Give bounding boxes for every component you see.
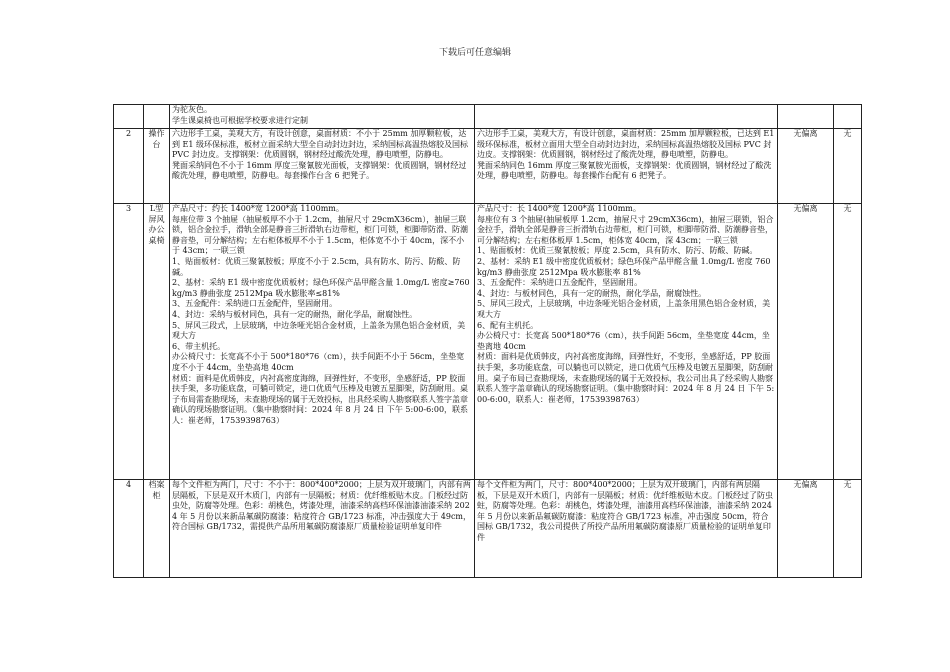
remark-cell <box>834 105 862 129</box>
requirement-line: 为驼灰色。 <box>172 105 212 114</box>
requirement-line: 5、屏风三段式，上层玻璃，中边条哑光铝合金材质，上盖条为黑色铝合金材质，美观大方 <box>172 320 466 341</box>
deviation-cell <box>778 105 834 129</box>
requirement-line: 2、基材：采纳 E1 级中密度优质板材；绿色环保产品甲醛含量 1.0mg/L 密度≥760kg/m3 静曲张度 2512Mpa 吸水膨胀率≤81% <box>172 278 470 298</box>
requirement-line: 办公椅尺寸：长宽高不小于 500*180*76（cm），扶手间距不小于 56cm，坐垫宽度不小于 44cm，坐垫高地 40cm <box>172 352 465 372</box>
response-line: 4、封边：与板材同色，具有一定的耐热，耐化学品，耐腐蚀性。 <box>477 288 707 298</box>
requirement-cell <box>170 204 475 480</box>
requirement-line: 学生课桌椅也可根据学校要求进行定制 <box>172 115 308 125</box>
requirement-cell <box>170 105 475 129</box>
response-line: 每座位有 3 个抽屉(抽屉板厚 1.2cm，抽屉尺寸 29cmX36cm)，抽屉三联锁，铝合金拉手，滑轨全部是静音三折滑轨右边带柜，柜门可锁，柜脚带防滑、防潮静音垫，可分解结构；左右柜体板厚 1.5cm，柜体宽 40cm，深 43cm；一联三锁 <box>477 214 774 245</box>
requirement-line: 每座位带 3 个抽屉（抽屉板厚不小于 1.2cm，抽屉尺寸 29cmX36cm），抽屉三联锁，铝合金拉手，滑轨全部是静音三折滑轨右边带柜，柜门可锁，柜脚带防滑、防潮静音垫，可分解结构；左右柜体板厚不小于 1.5cm，柜体宽不小于 40cm，深不小于 43cm；一联三锁 <box>172 214 468 256</box>
item-name: 档案柜 <box>144 480 170 578</box>
response-line: 凳面采纳同色 16mm 厚度三聚氰胺光面板，支撑钢架：优质圆钢，钢材经过了酸洗处理，静电喷塑，防静电。每套操作台配有 6 把凳子。 <box>477 160 772 181</box>
requirement-cell <box>170 480 475 578</box>
spec-comparison-table <box>113 104 862 578</box>
requirement-line: 六边形手工桌，美观大方，有设计创意，桌面材质：不小于 25mm 加厚颗粒板，达到 E1 级环保标准，板材立面采纳大型全自动封边封边，采纳国标高温热熔胶及国标 PVC 封边皮。支撑钢架：优质圆钢，钢材经过酸洗处理，静电喷塑，防静电。 <box>172 129 469 160</box>
response-cell <box>475 105 778 129</box>
response-line: 6、配有主机托。 <box>477 320 539 330</box>
table-row <box>114 129 862 204</box>
row-number: 2 <box>114 129 144 204</box>
response-line: 材质：面料是优质韩皮，内衬高密度海绵，回弹性好，不变形，坐感舒适，PP 胶面扶手架，多功能底盘，可以躺也可以锁定，进口优质气压棒及电镀五星脚架，防刮耐用。桌子布局已查勘现场，未查勘现场的属于无效投标，我公司出具了经采购人勘察联系人签字盖章确认的现场勘察证明。（集中勘察时间：2024 年 8 月 24 日 下午 5:00-6:00，联系人：崔老师，17539398763） <box>477 352 775 404</box>
response-line: 办公椅尺寸：长宽高 500*180*76（cm），扶手间距 56cm，坐垫宽度 44cm，坐垫离地 40cm <box>477 331 770 351</box>
remark: 无 <box>834 204 862 480</box>
requirement-line: 每个文件柜为两门，尺寸：不小于：800*400*2000；上层为双开玻璃门，内部有两层隔板，下层是双开木质门，内部有一层隔板；材质：优纤维板贴木皮。门板经过防虫处，防腐等处理。色彩：胡桃色，烤漆处理，油漆采纳高档环保油漆油漆采纳 2024 年 5 月份以来新品氟碳防腐漆：粘度符合 GB/1723 标准，冲击强度大于 49cm，符合国标 GB/1732，需提供产品所用氟碳防腐漆原厂质量检验证明单复印件 <box>172 480 472 532</box>
response-cell <box>475 480 778 578</box>
table-row <box>114 204 862 480</box>
row-number: 4 <box>114 480 144 578</box>
row-number-cell <box>114 105 144 129</box>
requirement-line: 1、贴面板材：优质三聚氰胺板；厚度不小于 2.5cm，具有防水、防污、防酸、防碱。 <box>172 256 461 277</box>
table-row <box>114 105 862 129</box>
response-line: 2、基材：采纳 E1 级中密度优质板材；绿色环保产品甲醛含量 1.0mg/L 密度 760kg/m3 静曲张度 2512Mpa 吸水膨胀率 81% <box>477 256 771 277</box>
item-name: L型屏风办公桌椅 <box>144 204 170 480</box>
remark: 无 <box>834 480 862 578</box>
response-line: 六边形手工桌，美观大方，有设计创意，桌面材质：25mm 加厚颗粒板，已达到 E1 级环保标准，板材立面用大型全自动封边封边，采纳国标高温热熔胶及国标 PVC 封边皮。支撑钢架：优质圆钢，钢材经过了酸洗处理，静电喷塑，防静电。 <box>477 129 775 160</box>
deviation-status: 无偏离 <box>778 480 834 578</box>
requirement-line: 凳面采纳同色不小于 16mm 厚度三聚氰胺光面板，支撑钢架：优质圆钢，钢材经过酸洗处理，静电喷塑，防静电。每套操作台含 6 把凳子。 <box>172 160 467 181</box>
table-row <box>114 480 862 578</box>
response-line: 每个文件柜为两门，尺寸：800*400*2000；上层为双开玻璃门，内部有两层隔板，下层是双开木质门，内部有一层隔板；材质：优纤维板贴木皮。门板经过了防虫蛀，防腐等处理。色彩：胡桃色，烤漆处理，油漆用高档环保油漆，油漆采纳 2024 年 5 月份以来新品氟碳防腐漆：粘度符合 GB/1723 标准，冲击强度 50cm，符合国标 GB/1732，我公司提供了所投产品所用氟碳防腐漆原厂质量检验的证明单复印件 <box>477 480 773 542</box>
response-cell <box>475 129 778 204</box>
deviation-status: 无偏离 <box>778 129 834 204</box>
row-number: 3 <box>114 204 144 480</box>
requirement-line: 产品尺寸：约长 1400*宽 1200*高 1100mm。 <box>172 204 344 213</box>
response-cell <box>475 204 778 480</box>
requirement-line: 6、带主机托。 <box>172 341 226 351</box>
response-line: 1、贴面板材：优质三聚氰胺板；厚度 2.5cm，具有防水、防污、防酸、防碱。 <box>477 246 758 256</box>
response-line: 产品尺寸：长 1400*宽 1200*高 1100mm。 <box>477 204 641 213</box>
item-name: 操作台 <box>144 129 170 204</box>
response-line: 3、五金配件：采纳进口五金配件，坚固耐用。 <box>477 278 643 288</box>
requirement-line: 材质：面料是优质韩皮，内衬高密度海绵，回弹性好，不变形，坐感舒适，PP 胶面扶手架，多功能底盘，可躺可锁定，进口优质气压棒及电镀五星脚架，防刮耐用。桌子布局需查勘现场，未查勘现场的属于无效投标，出具经采购人勘察联系人签字盖章确认的现场勘察证明。（集中勘察时间：2024 年 8 月 24 日 下午 5:00-6:00，联系人：崔老师，17539398763） <box>172 373 469 425</box>
requirement-line: 3、五金配件：采纳进口五金配件，坚固耐用。 <box>172 299 338 309</box>
requirement-cell <box>170 129 475 204</box>
requirement-line: 4、封边：采纳与板材同色，具有一定的耐热，耐化学品，耐腐蚀性。 <box>172 309 418 319</box>
remark: 无 <box>834 129 862 204</box>
deviation-status: 无偏离 <box>778 204 834 480</box>
item-name-cell <box>144 105 170 129</box>
header-note: 下载后可任意编辑 <box>438 48 511 58</box>
response-line: 5、屏风三段式，上层玻璃，中边条哑光铝合金材质，上盖条用黑色铝合金材质，美观大方 <box>477 299 771 319</box>
